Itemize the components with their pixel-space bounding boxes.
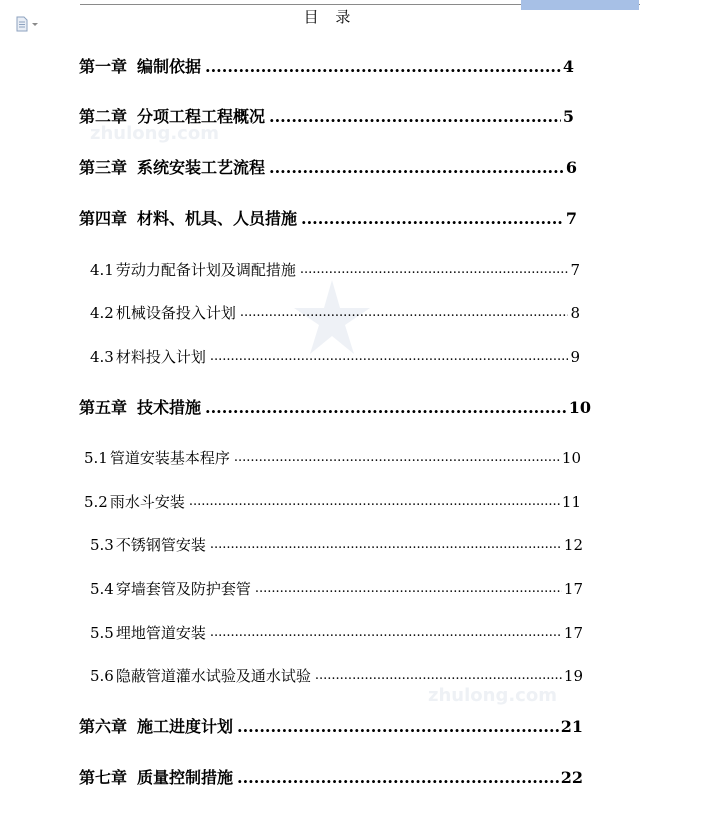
toc-entry-title: 技术措施 — [137, 398, 202, 417]
toc-page-number: 4 — [562, 57, 574, 76]
toc-page-number: 12 — [563, 536, 583, 554]
toc-entry-title: 质量控制措施 — [137, 768, 234, 787]
toc-title: 目 录 — [303, 8, 357, 26]
toc-dot-leader — [205, 56, 561, 78]
toc-entry-number: 4.3 — [90, 348, 114, 366]
toc-dot-leader — [301, 208, 564, 230]
ruler-tab — [521, 0, 639, 10]
toc-dot-leader — [269, 157, 564, 179]
toc-entry-title: 编制依据 — [137, 57, 202, 76]
toc-entry[interactable] — [90, 665, 583, 687]
toc-entry-title: 埋地管道安装 — [115, 624, 206, 642]
document-menu-icon[interactable] — [15, 16, 41, 32]
toc-entry[interactable] — [79, 397, 591, 419]
toc-entry-number: 5.2 — [84, 493, 108, 511]
toc-page-number: 5 — [562, 107, 574, 126]
toc-dot-leader — [189, 489, 560, 513]
toc-entry-number: 第二章 — [79, 107, 128, 126]
toc-entry[interactable] — [84, 491, 581, 513]
toc-entry-number: 5.5 — [90, 624, 114, 642]
toc-dot-leader — [300, 257, 569, 281]
toc-page-number: 7 — [570, 261, 580, 279]
toc-page-number: 6 — [565, 158, 577, 177]
toc-entry[interactable] — [79, 716, 583, 738]
toc-entry[interactable] — [90, 302, 580, 324]
toc-page-number: 17 — [563, 580, 583, 598]
toc-dot-leader — [240, 300, 569, 324]
toc-entry-number: 5.4 — [90, 580, 114, 598]
toc-entry-title: 系统安装工艺流程 — [137, 158, 266, 177]
toc-dot-leader — [210, 344, 569, 368]
toc-page-number: 21 — [560, 717, 583, 736]
toc-entry-number: 5.6 — [90, 667, 114, 685]
toc-dot-leader — [315, 663, 562, 687]
toc-entry[interactable] — [79, 56, 574, 78]
toc-entry-number: 4.2 — [90, 304, 114, 322]
toc-entry-title: 雨水斗安装 — [109, 493, 185, 511]
toc-entry-number: 第四章 — [79, 209, 128, 228]
toc-page-number: 10 — [561, 449, 581, 467]
toc-page-number: 10 — [568, 398, 591, 417]
toc-entry[interactable] — [79, 106, 574, 128]
toc-dot-leader — [205, 397, 567, 419]
toc-page-number: 8 — [570, 304, 580, 322]
toc-entry-title: 不锈钢管安装 — [115, 536, 206, 554]
watermark-text: zhulong.com — [90, 123, 219, 144]
toc-entry-number: 第七章 — [79, 768, 128, 787]
toc-dot-leader — [210, 532, 562, 556]
toc-entry-title: 穿墙套管及防护套管 — [115, 580, 251, 598]
toc-dot-leader — [234, 445, 560, 469]
watermark-text: zhulong.com — [428, 685, 557, 706]
toc-entry[interactable] — [90, 578, 583, 600]
toc-page-number: 17 — [563, 624, 583, 642]
toc-entry-title: 机械设备投入计划 — [115, 304, 236, 322]
toc-entry[interactable] — [84, 447, 581, 469]
toc-page-number: 19 — [563, 667, 583, 685]
toc-entry-number: 第一章 — [79, 57, 128, 76]
toc-entry[interactable] — [90, 534, 583, 556]
toc-entry-title: 施工进度计划 — [137, 717, 234, 736]
toc-entry[interactable] — [79, 208, 577, 230]
toc-dot-leader — [255, 576, 562, 600]
toc-entry[interactable] — [79, 157, 577, 179]
toc-entry-title: 管道安装基本程序 — [109, 449, 230, 467]
toc-entry-number: 4.1 — [90, 261, 114, 279]
toc-page-number: 7 — [565, 209, 577, 228]
toc-entry-number: 5.1 — [84, 449, 108, 467]
toc-entry-number: 5.3 — [90, 536, 114, 554]
toc-page-number: 22 — [560, 768, 583, 787]
toc-dot-leader — [269, 106, 561, 128]
toc-entry[interactable] — [90, 259, 580, 281]
toc-entry-title: 材料投入计划 — [115, 348, 206, 366]
toc-entry-title: 劳动力配备计划及调配措施 — [115, 261, 296, 279]
toc-dot-leader — [210, 620, 562, 644]
toc-dot-leader — [237, 716, 559, 738]
toc-entry-number: 第六章 — [79, 717, 128, 736]
toc-entry-number: 第五章 — [79, 398, 128, 417]
toc-entry[interactable] — [90, 622, 583, 644]
toc-entry[interactable] — [90, 346, 580, 368]
toc-entry-title: 分项工程工程概况 — [137, 107, 266, 126]
toc-entry[interactable] — [79, 767, 583, 789]
toc-entry-title: 材料、机具、人员措施 — [137, 209, 298, 228]
toc-page-number: 11 — [561, 493, 581, 511]
toc-page-number: 9 — [570, 348, 580, 366]
toc-entry-number: 第三章 — [79, 158, 128, 177]
toc-entry-title: 隐蔽管道灌水试验及通水试验 — [115, 667, 311, 685]
toc-dot-leader — [237, 767, 559, 789]
